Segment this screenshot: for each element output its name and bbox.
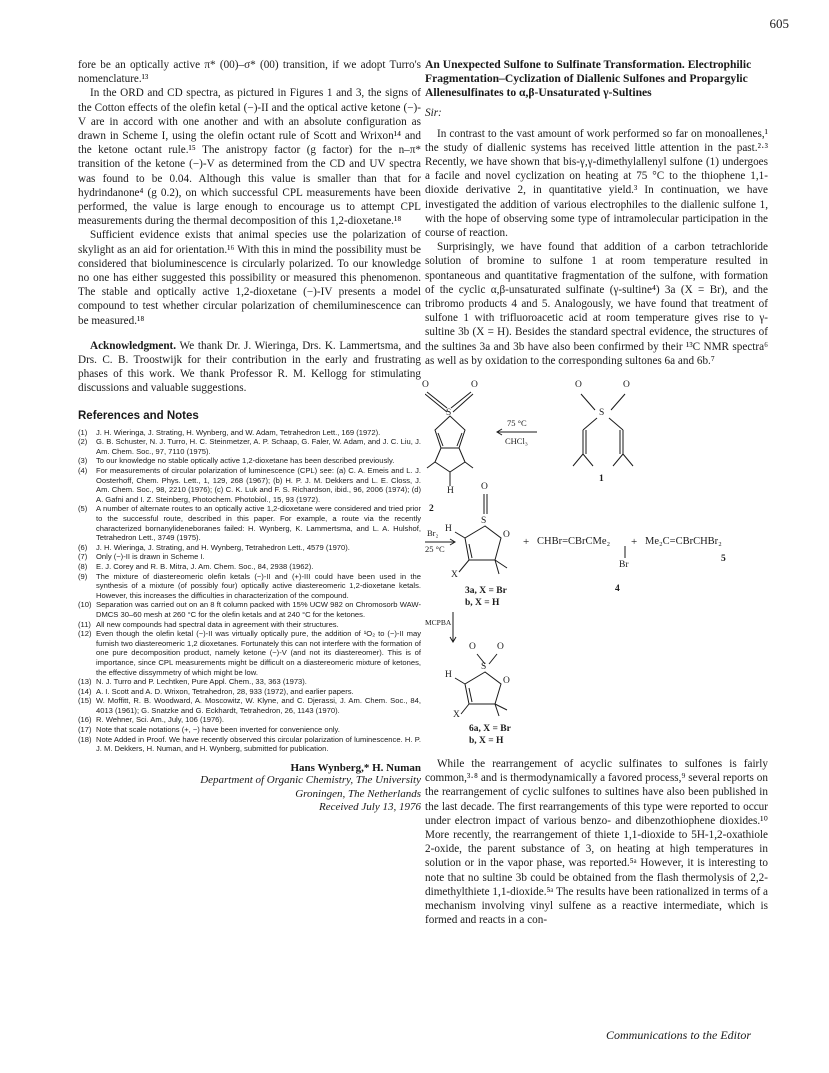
affiliation-location: Groningen, The Netherlands xyxy=(295,787,421,800)
page-number: 605 xyxy=(769,16,789,31)
reference-text: Note Added in Proof. We have recently observed this circular polarization of luminescence. H. P. J. M. Dekkers, H. Numan, and H. Wynberg, submitted for publication. xyxy=(96,734,421,754)
product-4-formula: CHBr=CBrCMe₂ xyxy=(537,536,611,548)
reference-number: (13) xyxy=(78,677,92,687)
reference-item xyxy=(78,562,421,572)
reference-text: Separation was carried out on an 8 ft column packed with 15% UCW 982 on Chromosorb WAW-DMCS 30–60 mesh at 260 °C for the olefin ketals and at 240 °C for the ketones. xyxy=(96,600,421,619)
hydrogen-label: H xyxy=(445,524,452,535)
oxygen-label: O xyxy=(497,642,504,653)
reference-item xyxy=(78,629,421,677)
paragraph: While the rearrangement of acyclic sulfinates to sulfones is fairly common,³·⁸ and is thermodynamically a favored process,⁹ several reports on the rearrangement of cyclic sulfones to sultines have also been published in the last decade. The first rearrangements of this type were reported to occur under electron impact of various benzo- and dibenzothiophene dioxides.¹⁰ More recently, the rearrangement of thiete 1,1-dioxide to 5H-1,2-oxathiole 2-oxide, the parent substance of 3, on heating at high temperatures in solution or in the vapor phase, was reported.⁵ᵃ However, it is interesting to note that no sultine 3b could be obtained from the flash thermolysis of 2,2-dimethylthiete 1,1-dioxide.⁵ᵃ The results have been rationalized in terms of a mechanism involving vinyl sulfene as a reactive intermediate, which is formed and reacts in a con- xyxy=(425,758,768,927)
oxygen-label: O xyxy=(422,380,429,391)
condition-solvent: CHCl₃ xyxy=(505,436,528,447)
article-title: An Unexpected Sulfone to Sulfinate Transformation. Electrophilic Fragmentation–Cyclization of Diallenic Sulfones and Propargylic Allenesulfinates to α,β-Unsaturated γ-Sultines xyxy=(425,58,752,100)
oxygen-label: O xyxy=(503,530,510,541)
acknowledgment-label: Acknowledgment. xyxy=(90,339,177,352)
compound-2-label: 2 xyxy=(429,504,434,515)
oxygen-label: O xyxy=(503,676,510,687)
compound-1-structure xyxy=(573,394,633,466)
reference-text: W. Moffitt, R. B. Woodward, A. Moscowitz, W. Klyne, and C. Djerassi, J. Am. Chem. Soc., 84, 4013 (1961); G. Snatzke and G. Eckhardt, Tetrahedron, 26, 1143 (1970). xyxy=(96,696,421,715)
sulfur-label: S xyxy=(599,408,605,419)
reference-item xyxy=(78,725,421,735)
reference-number: (12) xyxy=(78,629,92,639)
compound-1-label: 1 xyxy=(599,474,604,485)
x-substituent-label: X xyxy=(453,710,460,721)
salutation: Sir: xyxy=(425,106,442,119)
right-column xyxy=(422,58,768,928)
reference-number: (10) xyxy=(78,600,92,610)
reference-item xyxy=(78,696,421,715)
paragraph: Sufficient evidence exists that animal species use the polarization of skylight as an aid for orientation.¹⁶ With this in mind the possibility must be considered that bioluminescence is circularly polarized. To our knowledge no one has either suggested this possibility or measured this phenomenon. The stable and optically active 1,2-dioxetane (−)-IV presents a model compound to test whether circular polarization of chemiluminescence can be measured.¹⁸ xyxy=(78,229,421,327)
reference-text: J. H. Wieringa, J. Strating, H. Wynberg, and W. Adam, Tetrahedron Lett., 169 (1972). xyxy=(96,427,381,437)
reference-number: (17) xyxy=(78,725,92,735)
reference-item xyxy=(78,735,421,754)
x-substituent-label: X xyxy=(451,570,458,581)
reference-number: (9) xyxy=(78,571,88,581)
references-heading: References and Notes xyxy=(78,409,199,422)
reference-text: A. I. Scott and A. D. Wrixon, Tetrahedron, 28, 933 (1972), and earlier papers. xyxy=(96,686,354,696)
reference-item xyxy=(78,456,421,466)
reference-item xyxy=(78,428,421,438)
compound-3-structure xyxy=(455,494,507,574)
reference-item xyxy=(78,620,421,630)
condition-temperature: 75 °C xyxy=(507,418,527,429)
authors: Hans Wynberg,* H. Numan xyxy=(290,761,421,774)
condition-temperature: 25 °C xyxy=(425,544,445,555)
reference-number: (4) xyxy=(78,466,88,476)
journal-section-footer: Communications to the Editor xyxy=(606,1028,751,1042)
reference-text: E. J. Corey and R. B. Mitra, J. Am. Chem. Soc., 84, 2938 (1962). xyxy=(96,561,314,571)
reference-text: For measurements of circular polarization of luminescence (CPL) see: (a) C. A. Emeis and L. J. Oosterhoff, Chem. Phys. Lett., 1, 129, 268 (1967); (b) H. P. J. M. Dekkers and L. E. Closs, J. Am. Chem. Soc., 98, 2210 (1976); (c) C. K. Luk and F. S. Richardson, ibid., 96, 2006 (1974); (d) A. Gafni and I. Z. Steinberg, Photochem. Photobiol., 15, 93 (1972). xyxy=(96,466,421,504)
received-date: Received July 13, 1976 xyxy=(318,801,421,814)
reference-item xyxy=(78,543,421,553)
reference-text: R. Wehner, Sci. Am., July, 106 (1976). xyxy=(96,715,225,725)
reference-number: (2) xyxy=(78,437,88,447)
reference-item xyxy=(78,572,421,601)
compound-4-label: 4 xyxy=(615,584,620,595)
reference-number: (11) xyxy=(78,619,91,629)
product-5-formula: Me₂C=CBrCHBr₂ xyxy=(645,536,722,548)
affiliation: Department of Organic Chemistry, The University xyxy=(200,773,421,786)
oxygen-label: O xyxy=(623,380,630,391)
reference-item xyxy=(78,715,421,725)
reference-number: (8) xyxy=(78,561,88,571)
plus-sign: + xyxy=(631,536,638,549)
reference-text: G. B. Schuster, N. J. Turro, H. C. Steinmetzer, A. P. Schaap, G. Faler, W. Adam, and J. C. Liu, J. Am. Chem. Soc., 97, 7110 (1975). xyxy=(96,437,421,456)
reference-item xyxy=(78,504,421,542)
compound-2-structure xyxy=(425,392,473,486)
reference-text: Only (−)-II is drawn in Scheme I. xyxy=(96,552,205,562)
reference-number: (16) xyxy=(78,715,92,725)
sulfur-label: S xyxy=(446,408,452,419)
reference-text: N. J. Turro and P. Lechtken, Pure Appl. Chem., 33, 363 (1973). xyxy=(96,677,307,687)
references-list xyxy=(78,428,421,754)
oxygen-label: O xyxy=(575,380,582,391)
oxygen-label: O xyxy=(481,482,488,493)
reference-text: A number of alternate routes to an optically active 1,2-dioxetane were considered and tried prior to the successful route, described in this paper. For example, a route via the recently characterized bornanylideneboranes failed: H. Wynberg, K. Lammertsma, and L. A. Hulshof, Tetrahedron Lett., 3749 (1975). xyxy=(96,504,421,543)
sulfur-label: S xyxy=(481,516,487,527)
reference-number: (7) xyxy=(78,552,88,562)
reagent-bromine: Br₂ xyxy=(427,528,439,539)
reference-number: (6) xyxy=(78,542,88,552)
paragraph: In the ORD and CD spectra, as pictured in Figures 1 and 3, the signs of the Cotton effects of the olefin ketal (−)-II and the optical active ketone (−)-V are in accord with one another and with an absolute configuration as drawn in Scheme I, using the olefin octant rule of Scott and Wrixon¹⁴ and the ketone octant rule.¹⁵ The anistropy factor (g factor) for the n–π* transition of the ketone (−)-V as determined from the CD and UV spectra was found to be 0.04. Although this value is smaller than that for hydrindanone⁴ (g 0.2), on which successful CPL measurements have been performed, the value is large enough to encourage us to attempt CPL measurements during the thermal decomposition of this 1,2-dioxetane.¹⁸ xyxy=(78,87,421,228)
reference-text: Note that scale notations (+, −) have been inverted for convenience only. xyxy=(96,725,340,735)
compound-3a-label: 3a, X = Br xyxy=(465,586,507,597)
oxygen-label: O xyxy=(471,380,478,391)
compound-6a-label: 6a, X = Br xyxy=(469,724,511,735)
reference-number: (18) xyxy=(78,734,92,744)
reference-text: The mixture of diastereomeric olefin ketals (−)-II and (+)-III could have been used in the synthesis of a mixture (of possibly four) optically active diastereomeric 1,2-dioxetane ketals. However, this increases the difficulties in characterization of the compound. xyxy=(96,571,421,600)
compound-6-labels xyxy=(469,723,768,747)
hydrogen-label: H xyxy=(447,486,454,497)
reference-item xyxy=(78,600,421,619)
compound-3b-label: b, X = H xyxy=(465,598,500,609)
reference-number: (14) xyxy=(78,686,92,696)
reference-text: All new compounds had spectral data in agreement with their structures. xyxy=(96,619,339,629)
reference-text: To our knowledge no stable optically active 1,2-dioxetane has been described previously. xyxy=(96,456,395,466)
plus-sign: + xyxy=(523,536,530,549)
paragraph: In contrast to the vast amount of work performed so far on monoallenes,¹ the study of diallenic systems has received little attention in the past.²·³ Recently, we have shown that bis-γ,γ-dimethylallenyl sulfone (1) undergoes a facile and novel cyclization on heating at 75 °C to the thiophene 1,1-dioxide derivative 2, in quantitative yield.³ In continuation, we have investigated the addition of various electrophiles to the diallenic sulfone 1, with the hope of observing some type of intramolecular participation in the course of reaction. xyxy=(425,127,768,240)
compound-5-label: 5 xyxy=(721,554,726,565)
bromine-label: Br xyxy=(619,560,629,571)
reference-number: (5) xyxy=(78,504,88,514)
reference-text: Even though the olefin ketal (−)-II was virtually optically pure, the addition of ¹O₂ to (−)-II may furnish two diastereomeric 1,2 dioxetanes. Fortunately this can not interfere with the formation of one pure decomposition product, namely ketone (−)-V (and not its diastereomer). This is of importance, since CPL measurements might be difficult on a diastereomeric mixture of ketones, the effective dissymmetry of which might be low. xyxy=(96,629,421,677)
left-column xyxy=(78,58,421,815)
reference-item xyxy=(78,687,421,697)
hydrogen-label: H xyxy=(445,670,452,681)
acknowledgment-text: We thank Dr. J. Wieringa, Drs. K. Lammertsma, and Drs. C. B. Troostwijk for their contribution in the early and frustrating phases of this work. We thank Professor R. M. Kellogg for stimulating discussions and valuable suggestions. xyxy=(78,339,421,395)
reference-item xyxy=(78,437,421,456)
paragraph: fore be an optically active π* (00)–σ* (00) transition, if we adopt Turro's nomenclature.¹³ xyxy=(78,59,421,86)
reference-item xyxy=(78,552,421,562)
reference-text: J. H. Wieringa, J. Strating, and H. Wynberg, Tetrahedron Lett., 4579 (1970). xyxy=(96,542,350,552)
acknowledgment xyxy=(78,339,421,396)
paragraph: Surprisingly, we have found that addition of a carbon tetrachloride solution of bromine to sulfone 1 at room temperature resulted in spontaneous and quantitative fragmentation of the sulfone, with formation of the cyclic α,β-unsaturated sulfinate (γ-sultine⁴) 3a (X = Br), and the tribromo products 4 and 5. Analogously, we have found that treatment of sulfone 1 with trifluoroacetic acid at room temperature gives rise to γ-sultine 3b (X = H). Besides the standard spectral evidence, the structures of the sultines 3a and 3b have also been confirmed by their ¹³C NMR spectra⁶ as well as by oxidation to the corresponding sultones 6a and 6b.⁷ xyxy=(425,241,768,367)
compound-6b-label: b, X = H xyxy=(469,736,504,747)
sulfur-label: S xyxy=(481,662,487,673)
reference-item xyxy=(78,677,421,687)
reagent-mcpba: MCPBA xyxy=(425,618,452,628)
reference-number: (1) xyxy=(78,427,88,437)
reference-number: (3) xyxy=(78,456,88,466)
reference-item xyxy=(78,466,421,504)
reaction-scheme xyxy=(422,374,768,721)
oxygen-label: O xyxy=(469,642,476,653)
reference-number: (15) xyxy=(78,696,92,706)
